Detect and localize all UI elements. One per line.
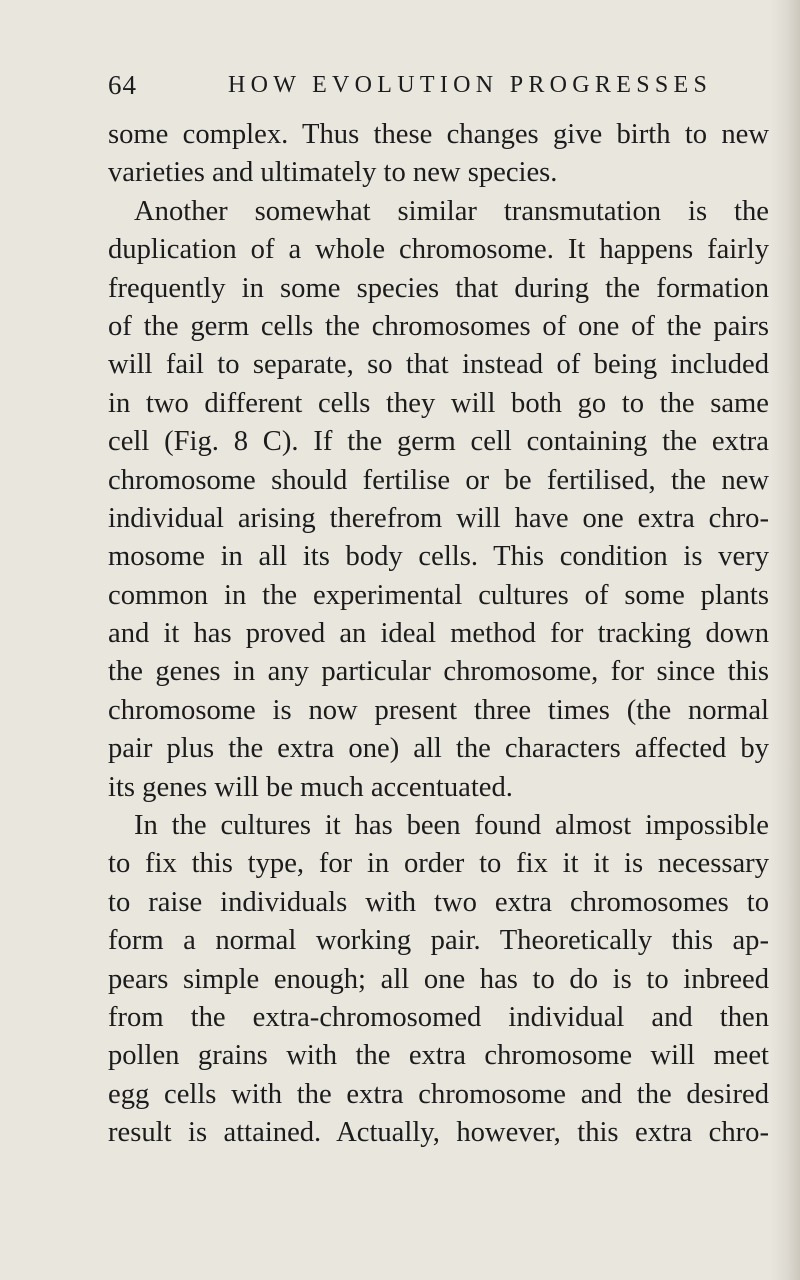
text-line: some complex. Thus these changes give birth to new <box>108 119 769 150</box>
text-line: varieties and ultimately to new species. <box>108 157 558 189</box>
text-line: pair plus the extra one) all the characters affected by <box>108 733 769 765</box>
text-line: egg cells with the extra chromosome and the desired <box>108 1078 769 1110</box>
text-line: chromosome is now present three times (the normal <box>108 694 769 726</box>
page-edge-shadow <box>770 0 800 1280</box>
text-line: pears simple enough; all one has to do is to inbreed <box>108 963 769 995</box>
text-line: to fix this type, for in order to fix it it is necessary <box>108 848 769 880</box>
text-line: cell (Fig. 8 C). If the germ cell containing the extra <box>108 426 769 458</box>
page-header <box>108 66 768 110</box>
text-line: result is attained. Actually, however, this extra chro- <box>108 1117 769 1149</box>
text-line: individual arising therefrom will have one extra chro- <box>108 502 769 534</box>
text-line: its genes will be much accentuated. <box>108 771 513 803</box>
running-head: HOW EVOLUTION PROGRESSES <box>228 72 713 98</box>
text-line: to raise individuals with two extra chromosomes to <box>108 886 769 918</box>
text-line: common in the experimental cultures of some plants <box>108 579 769 611</box>
text-line: Another somewhat similar transmutation is the <box>134 195 769 227</box>
text-line: duplication of a whole chromosome. It happens fairly <box>108 234 769 266</box>
text-line: of the germ cells the chromosomes of one of the pairs <box>108 310 769 342</box>
text-line: form a normal working pair. Theoretically this ap- <box>108 925 769 957</box>
page-number: 64 <box>108 70 137 100</box>
text-line: mosome in all its body cells. This condition is very <box>108 541 769 573</box>
text-line: will fail to separate, so that instead of being included <box>108 349 769 381</box>
text-line: In the cultures it has been found almost impossible <box>134 810 769 842</box>
body-text <box>108 116 769 1153</box>
text-line: in two different cells they will both go to the same <box>108 387 769 419</box>
text-line: and it has proved an ideal method for tracking down <box>108 618 769 650</box>
text-line: chromosome should fertilise or be fertilised, the new <box>108 464 769 496</box>
text-line: frequently in some species that during the formation <box>108 272 769 304</box>
text-line: from the extra-chromosomed individual and then <box>108 1001 769 1033</box>
text-line: pollen grains with the extra chromosome will meet <box>108 1040 769 1072</box>
text-line: the genes in any particular chromosome, for since this <box>108 656 769 688</box>
